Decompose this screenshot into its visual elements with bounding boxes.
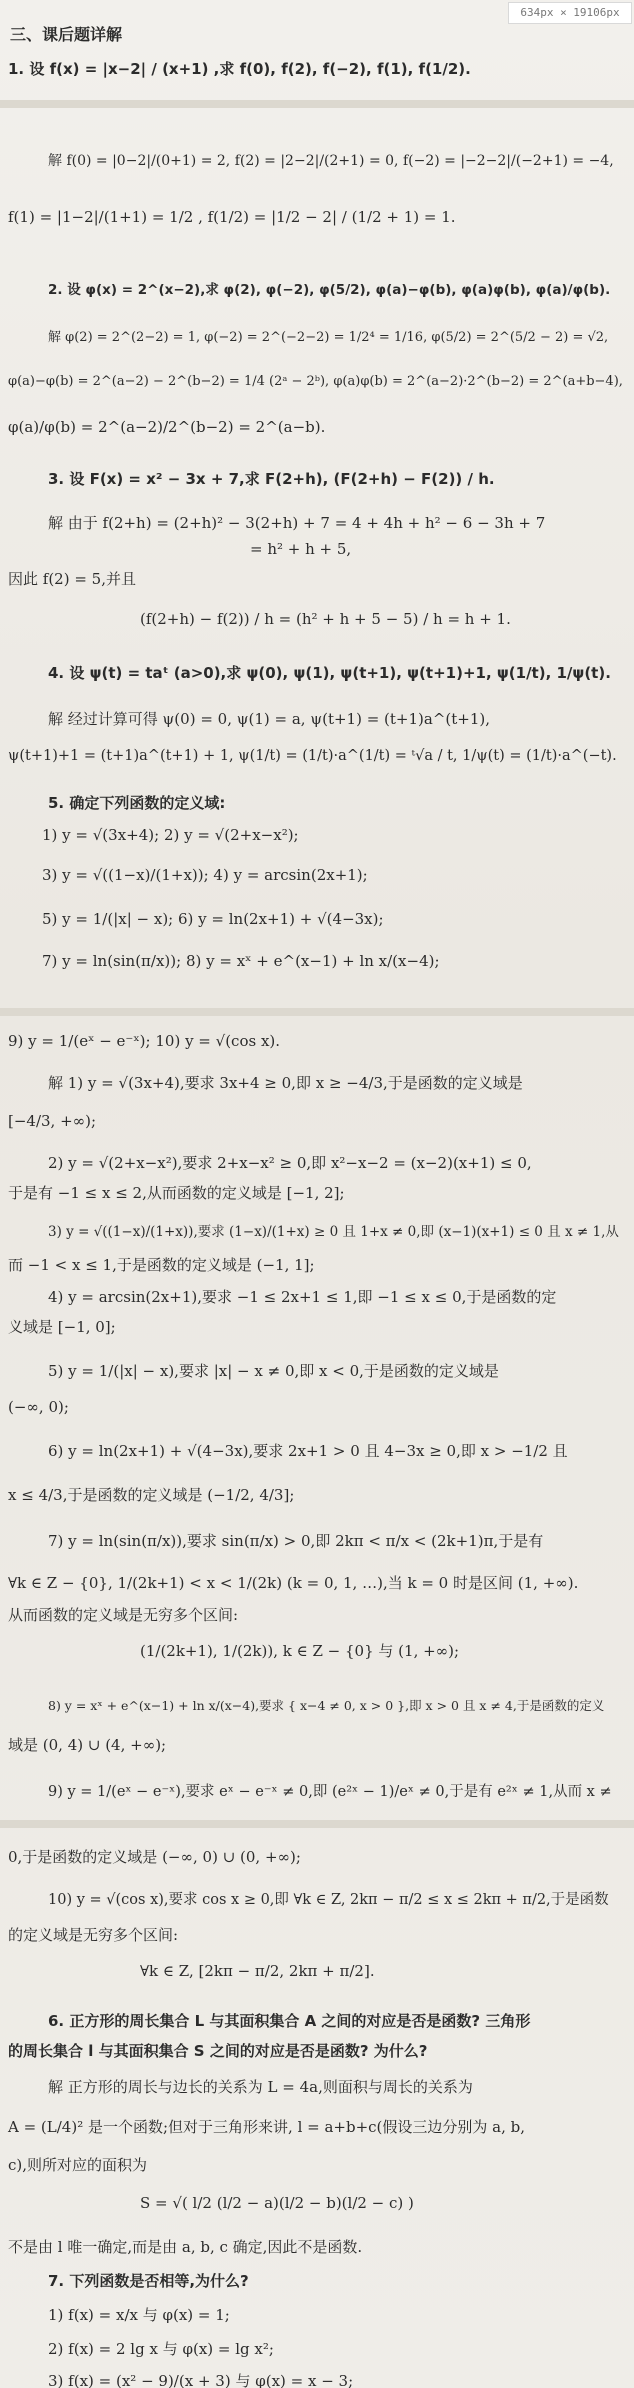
problem-line-p5r2: 3) y = √((1−x)/(1+x)); 4) y = arcsin(2x+1); [42, 866, 368, 884]
problem-line-p5: 5. 确定下列函数的定义域: [48, 794, 226, 812]
solution-line-s5h: 义域是 [−1, 0]; [8, 1318, 116, 1336]
solution-line-s5n: ∀k ∈ Z − {0}, 1/(2k+1) < x < 1/(2k) (k = 0, 1, …),当 k = 0 时是区间 (1, +∞). [8, 1574, 579, 1592]
solution-line-s5m: 7) y = ln(sin(π/x)),要求 sin(π/x) > 0,即 2kπ < π/x < (2k+1)π,于是有 [48, 1532, 544, 1550]
solution-line-s1a: 解 f(0) = |0−2|/(0+1) = 2, f(2) = |2−2|/(2+1) = 0, f(−2) = |−2−2|/(−2+1) = −4, [48, 153, 614, 169]
solution-line-s3d: (f(2+h) − f(2)) / h = (h² + h + 5 − 5) / h = h + 1. [140, 610, 511, 628]
solution-line-s5a: 解 1) y = √(3x+4),要求 3x+4 ≥ 0,即 x ≥ −4/3,于是函数的定义域是 [48, 1074, 523, 1092]
solution-line-s5k: 6) y = ln(2x+1) + √(4−3x),要求 2x+1 > 0 且 4−3x ≥ 0,即 x > −1/2 且 [48, 1442, 568, 1460]
solution-line-s6e: 不是由 l 唯一确定,而是由 a, b, c 确定,因此不是函数. [8, 2238, 363, 2256]
solution-line-s5e: 3) y = √((1−x)/(1+x)),要求 (1−x)/(1+x) ≥ 0 且 1+x ≠ 0,即 (x−1)(x+1) ≤ 0 且 x ≠ 1,从 [48, 1224, 619, 1240]
solution-line-s5b: [−4/3, +∞); [8, 1112, 97, 1130]
solution-line-s6a: 解 正方形的周长与边长的关系为 L = 4a,则面积与周长的关系为 [48, 2078, 473, 2096]
solution-line-s5r: 域是 (0, 4) ∪ (4, +∞); [8, 1736, 167, 1754]
problem-line-p7r2: 2) f(x) = 2 lg x 与 φ(x) = lg x²; [48, 2340, 274, 2358]
solution-line-s2c: φ(a)/φ(b) = 2^(a−2)/2^(b−2) = 2^(a−b). [8, 418, 326, 436]
solution-line-s5c: 2) y = √(2+x−x²),要求 2+x−x² ≥ 0,即 x²−x−2 = (x−2)(x+1) ≤ 0, [48, 1154, 532, 1172]
problem-line-p5r4: 7) y = ln(sin(π/x)); 8) y = xˣ + e^(x−1) + ln x/(x−4); [42, 952, 440, 970]
solution-line-s5j: (−∞, 0); [8, 1398, 69, 1416]
solution-line-s5d: 于是有 −1 ≤ x ≤ 2,从而函数的定义域是 [−1, 2]; [8, 1184, 345, 1202]
solution-line-s5t: 0,于是函数的定义域是 (−∞, 0) ∪ (0, +∞); [8, 1848, 301, 1866]
problem-line-p7r1: 1) f(x) = x/x 与 φ(x) = 1; [48, 2306, 230, 2324]
solution-line-s5g: 4) y = arcsin(2x+1),要求 −1 ≤ 2x+1 ≤ 1,即 −1 ≤ x ≤ 0,于是函数的定 [48, 1288, 557, 1306]
solution-line-s2b: φ(a)−φ(b) = 2^(a−2) − 2^(b−2) = 1/4 (2ᵃ − 2ᵇ), φ(a)φ(b) = 2^(a−2)·2^(b−2) = 2^(a+b−4), [8, 374, 623, 389]
page-divider [0, 100, 634, 108]
section-title: 三、课后题详解 [10, 25, 123, 44]
solution-line-s5v: 的定义域是无穷多个区间: [8, 1926, 179, 1944]
solution-line-s4a: 解 经过计算可得 ψ(0) = 0, ψ(1) = a, ψ(t+1) = (t+1)a^(t+1), [48, 710, 491, 728]
solution-line-s5f: 而 −1 < x ≤ 1,于是函数的定义域是 (−1, 1]; [8, 1256, 315, 1274]
image-size-badge: 634px × 19106px [508, 2, 632, 24]
solution-line-s3a: 解 由于 f(2+h) = (2+h)² − 3(2+h) + 7 = 4 + 4h + h² − 6 − 3h + 7 [48, 514, 546, 532]
problem-line-p6a: 6. 正方形的周长集合 L 与其面积集合 A 之间的对应是否是函数? 三角形 [48, 2012, 531, 2030]
problem-line-p3: 3. 设 F(x) = x² − 3x + 7,求 F(2+h), (F(2+h) − F(2)) / h. [48, 470, 495, 488]
problem-line-p4: 4. 设 ψ(t) = taᵗ (a>0),求 ψ(0), ψ(1), ψ(t+1), ψ(t+1)+1, ψ(1/t), 1/ψ(t). [48, 664, 611, 682]
problem-line-p6b: 的周长集合 l 与其面积集合 S 之间的对应是否是函数? 为什么? [8, 2042, 428, 2060]
solution-line-s6d: S = √( l/2 (l/2 − a)(l/2 − b)(l/2 − c) ) [140, 2194, 414, 2212]
solution-line-s3c: 因此 f(2) = 5,并且 [8, 570, 136, 588]
solution-line-s3b: = h² + h + 5, [250, 540, 352, 558]
solution-line-s6c: c),则所对应的面积为 [8, 2156, 148, 2174]
solution-line-s4b: ψ(t+1)+1 = (t+1)a^(t+1) + 1, ψ(1/t) = (1/t)·a^(1/t) = ᵗ√a / t, 1/ψ(t) = (1/t)·a^(−t). [8, 748, 617, 764]
problem-line-p5r5: 9) y = 1/(eˣ − e⁻ˣ); 10) y = √(cos x). [8, 1032, 281, 1050]
solution-line-s5l: x ≤ 4/3,于是函数的定义域是 (−1/2, 4/3]; [8, 1486, 295, 1504]
solution-line-s5w: ∀k ∈ Z, [2kπ − π/2, 2kπ + π/2]. [140, 1962, 375, 1980]
page-divider [0, 1820, 634, 1828]
solution-line-s5q: 8) y = xˣ + e^(x−1) + ln x/(x−4),要求 { x−4 ≠ 0, x > 0 },即 x > 0 且 x ≠ 4,于是函数的定义 [48, 1698, 605, 1713]
solution-line-s5u: 10) y = √(cos x),要求 cos x ≥ 0,即 ∀k ∈ Z, 2kπ − π/2 ≤ x ≤ 2kπ + π/2,于是函数 [48, 1892, 609, 1908]
solution-line-s5p: (1/(2k+1), 1/(2k)), k ∈ Z − {0} 与 (1, +∞); [140, 1642, 460, 1660]
solution-line-s5i: 5) y = 1/(|x| − x),要求 |x| − x ≠ 0,即 x < 0,于是函数的定义域是 [48, 1362, 499, 1380]
problem-line-p5r1: 1) y = √(3x+4); 2) y = √(2+x−x²); [42, 826, 299, 844]
problem-line-p7r3: 3) f(x) = (x² − 9)/(x + 3) 与 φ(x) = x − 3; [48, 2372, 354, 2388]
problem-line-p5r3: 5) y = 1/(|x| − x); 6) y = ln(2x+1) + √(4−3x); [42, 910, 384, 928]
solution-line-s6b: A = (L/4)² 是一个函数;但对于三角形来讲, l = a+b+c(假设三边分别为 a, b, [8, 2118, 526, 2136]
problem-line-p7: 7. 下列函数是否相等,为什么? [48, 2272, 249, 2290]
solution-line-s2a: 解 φ(2) = 2^(2−2) = 1, φ(−2) = 2^(−2−2) = 1/2⁴ = 1/16, φ(5/2) = 2^(5/2 − 2) = √2, [48, 330, 609, 345]
problem-line-p2: 2. 设 φ(x) = 2^(x−2),求 φ(2), φ(−2), φ(5/2), φ(a)−φ(b), φ(a)φ(b), φ(a)/φ(b). [48, 282, 611, 298]
page-divider [0, 1008, 634, 1016]
problem-line-p1: 1. 设 f(x) = |x−2| / (x+1) ,求 f(0), f(2), f(−2), f(1), f(1/2). [8, 60, 471, 78]
solution-line-s5o: 从而函数的定义域是无穷多个区间: [8, 1606, 239, 1624]
solution-line-s5s: 9) y = 1/(eˣ − e⁻ˣ),要求 eˣ − e⁻ˣ ≠ 0,即 (e²ˣ − 1)/eˣ ≠ 0,于是有 e²ˣ ≠ 1,从而 x ≠ [48, 1784, 612, 1800]
solution-line-s1b: f(1) = |1−2|/(1+1) = 1/2 , f(1/2) = |1/2 − 2| / (1/2 + 1) = 1. [8, 208, 456, 226]
